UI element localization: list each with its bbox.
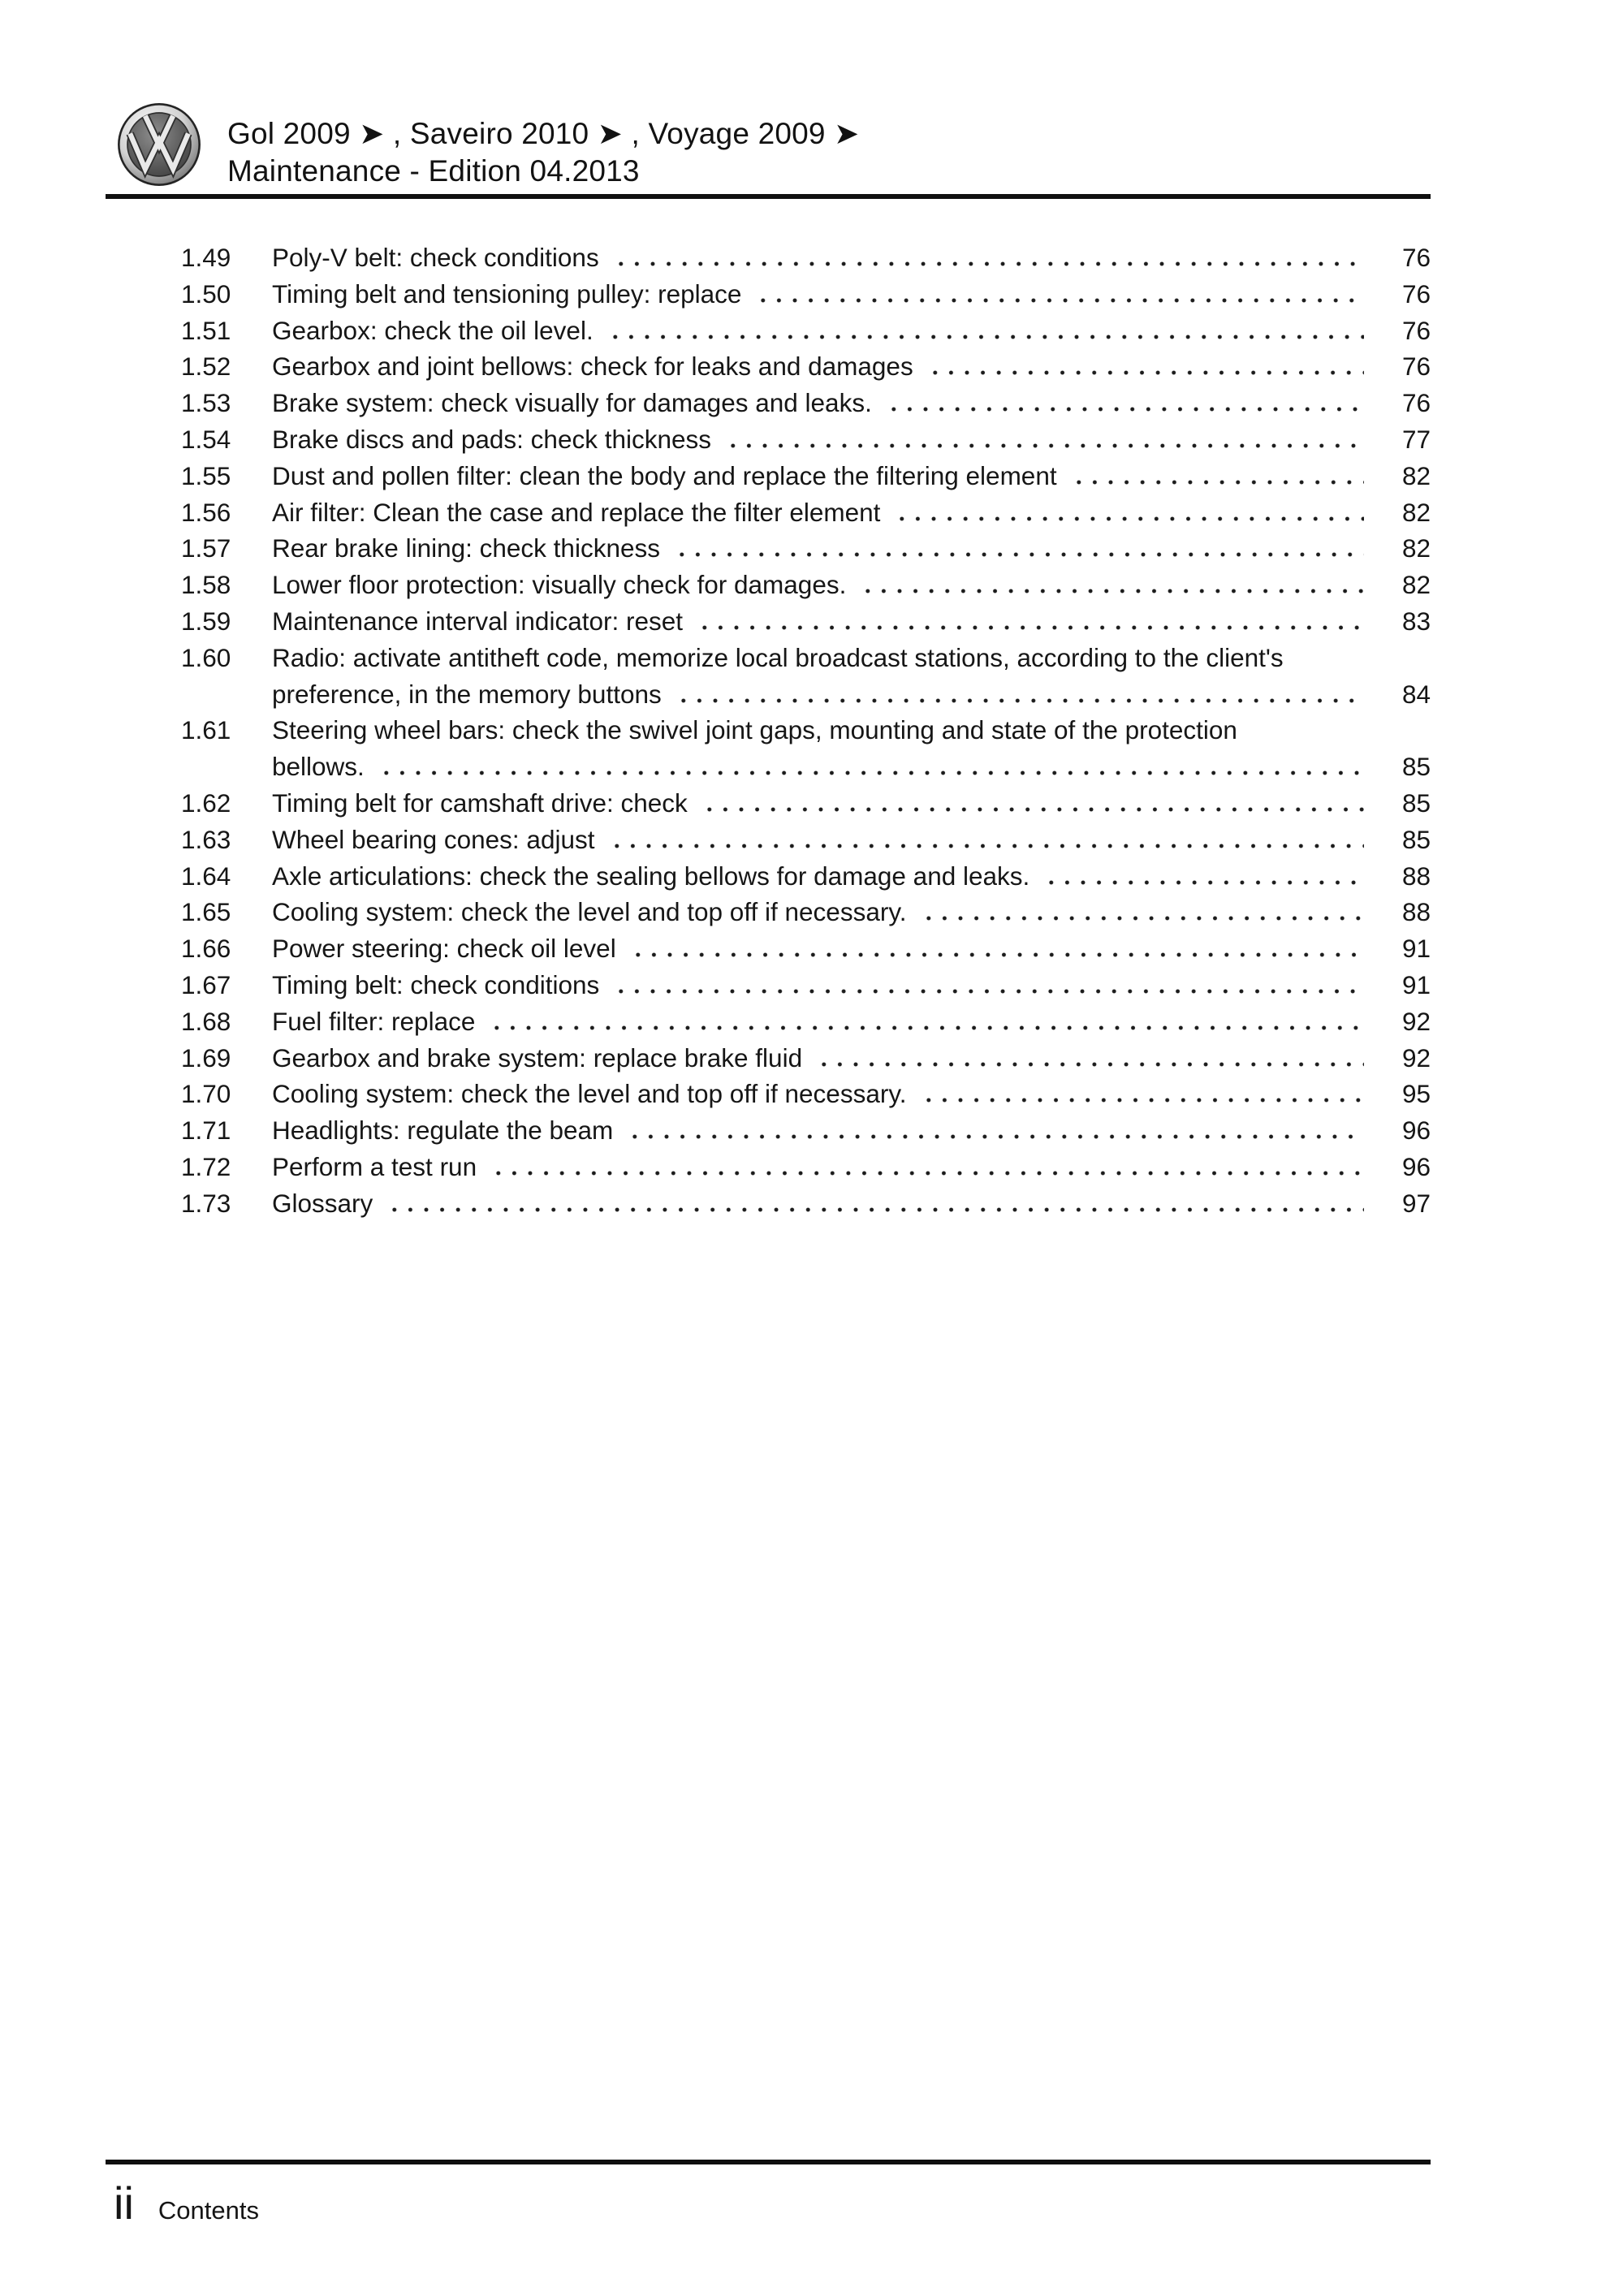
toc-entry-body [272,967,1431,1003]
toc-entry-number: 1.54 [181,424,231,454]
dotted-leader [386,1207,1364,1212]
toc-entry-number: 1.58 [181,570,231,600]
toc-entry-body [272,1040,1431,1077]
toc-entry-title: Brake system: check visually for damages and leaks. [272,388,872,418]
toc-entry-page: 92 [1401,1042,1431,1072]
footer-section-label: Contents [158,2196,259,2225]
toc-entry-line [272,640,1431,676]
toc-entry-number: 1.68 [181,1006,231,1036]
dotted-leader [725,443,1364,448]
toc-entry-title: Gearbox and joint bellows: check for leaks and damages [272,352,913,382]
toc-entry-body [272,240,1431,276]
toc-entry-line [272,1040,1431,1077]
toc-entry-body [272,785,1431,822]
toc-entry-line [272,930,1431,967]
toc-entry-body [272,822,1431,858]
toc-entry-page: 76 [1401,315,1431,345]
toc-entry-line [272,276,1431,313]
toc-entry-body [272,348,1431,385]
toc-entry-line [272,603,1431,640]
toc-entry[interactable] [181,1112,1431,1149]
dotted-leader [630,952,1364,957]
toc-entry[interactable] [181,458,1431,494]
header-models-line: Gol 2009 ➤ , Saveiro 2010 ➤ , Voyage 2009 ➤ [227,117,860,150]
toc-entry-line [272,1149,1431,1185]
toc-entry-title: bellows. [272,752,365,782]
toc-entry-title: Radio: activate antitheft code, memorize local broadcast stations, according to the client's [272,642,1284,672]
toc-entry-line [272,385,1431,421]
toc-entry-page: 85 [1401,752,1431,782]
toc-entry-number: 1.55 [181,460,231,490]
toc-entry[interactable] [181,530,1431,567]
toc-entry-page: 88 [1401,861,1431,891]
toc-entry-page: 91 [1401,934,1431,964]
toc-entry-page: 76 [1401,278,1431,309]
toc-entry-title: Cooling system: check the level and top off if necessary. [272,897,907,927]
toc-entry-line [272,894,1431,930]
toc-entry[interactable] [181,967,1431,1003]
toc-entry-number: 1.69 [181,1042,231,1072]
toc-entry-page: 88 [1401,897,1431,927]
dotted-leader [627,1134,1364,1139]
toc-entry-title: Cooling system: check the level and top off if necessary. [272,1079,907,1109]
toc-entry-body [272,1185,1431,1222]
header-edition-line: Maintenance - Edition 04.2013 [227,154,640,188]
toc-entry-page: 85 [1401,824,1431,854]
toc-entry[interactable] [181,385,1431,421]
dotted-leader [490,1171,1364,1176]
toc-entry-line [272,822,1431,858]
toc-entry[interactable] [181,712,1431,785]
toc-entry-number: 1.72 [181,1151,231,1181]
header-rule [106,194,1431,199]
toc-entry-title: preference, in the memory buttons [272,679,662,709]
toc-entry-body [272,494,1431,531]
toc-entry-number: 1.63 [181,824,231,854]
toc-entry-number: 1.56 [181,497,231,527]
toc-entry-number: 1.65 [181,897,231,927]
dotted-leader [816,1062,1364,1067]
toc-entry[interactable] [181,603,1431,640]
toc-entry-body [272,313,1431,349]
toc-entry[interactable] [181,785,1431,822]
toc-entry-body [272,458,1431,494]
dotted-leader [489,1025,1364,1030]
toc-entry-line [272,240,1431,276]
toc-entry[interactable] [181,1185,1431,1222]
toc-entry-body [272,530,1431,567]
toc-entry-body [272,276,1431,313]
toc-entry-title: Maintenance interval indicator: reset [272,606,684,636]
toc-entry-title: Axle articulations: check the sealing bellows for damage and leaks. [272,861,1030,891]
toc-entry-title: Timing belt: check conditions [272,969,600,999]
dotted-leader [886,407,1364,412]
toc-entry-number: 1.53 [181,388,231,418]
dotted-leader [676,698,1364,703]
toc-entry-number: 1.61 [181,715,231,745]
toc-entry-title: Fuel filter: replace [272,1006,476,1036]
toc-entry-page: 82 [1401,533,1431,563]
toc-entry-title: Gearbox and brake system: replace brake fluid [272,1042,803,1072]
toc-entry-body [272,603,1431,640]
toc-entry-line [272,530,1431,567]
toc-entry-number: 1.70 [181,1079,231,1109]
toc-entry-number: 1.66 [181,934,231,964]
toc-entry-line [272,712,1431,749]
toc-entry-line [272,458,1431,494]
dotted-leader [1043,880,1364,885]
dotted-leader [860,589,1364,593]
dotted-leader [613,261,1364,266]
toc-entry-title: Rear brake lining: check thickness [272,533,660,563]
toc-entry-line [272,313,1431,349]
toc-entry[interactable] [181,313,1431,349]
dotted-leader [609,844,1365,848]
toc-entry[interactable] [181,930,1431,967]
dotted-leader [701,807,1364,812]
toc-entry-body [272,421,1431,458]
toc-entry-body [272,712,1431,785]
volkswagen-logo-icon [117,102,201,187]
toc-list [181,240,1431,1222]
toc-entry-page: 95 [1401,1079,1431,1109]
toc-entry-title: Timing belt for camshaft drive: check [272,788,688,818]
toc-entry-body [272,1149,1431,1185]
toc-entry-number: 1.52 [181,352,231,382]
toc-entry-body [272,385,1431,421]
toc-entry-page: 76 [1401,352,1431,382]
toc-entry-page: 82 [1401,570,1431,600]
page-header [117,102,1431,190]
toc-entry-title: Gearbox: check the oil level. [272,315,594,345]
toc-entry[interactable] [181,567,1431,603]
toc-entry-number: 1.64 [181,861,231,891]
toc-entry-title: Headlights: regulate the beam [272,1116,614,1146]
toc-entry[interactable] [181,858,1431,895]
toc-entry-number: 1.67 [181,969,231,999]
toc-entry-title: Lower floor protection: visually check for damages. [272,570,847,600]
dotted-leader [755,298,1364,303]
toc-entry-page: 92 [1401,1006,1431,1036]
toc-entry-title: Poly-V belt: check conditions [272,243,599,272]
dotted-leader [921,1098,1365,1103]
page-footer [106,2160,1431,2229]
toc-entry-line [272,676,1431,713]
dotted-leader [613,989,1364,994]
toc-entry-title: Wheel bearing cones: adjust [272,824,595,854]
dotted-leader [894,516,1364,521]
toc-entry-body [272,1076,1431,1112]
dotted-leader [921,916,1365,921]
toc-entry-page: 82 [1401,460,1431,490]
toc-entry-line [272,1185,1431,1222]
toc-entry-page: 77 [1401,424,1431,454]
header-text-block [227,102,859,190]
toc-entry-page: 96 [1401,1116,1431,1146]
footer-page-number: ii [114,2177,134,2229]
toc-entry-title: Perform a test run [272,1151,477,1181]
toc-entry-line [272,785,1431,822]
toc-entry-line [272,1076,1431,1112]
toc-entry-body [272,567,1431,603]
toc-entry-page: 76 [1401,388,1431,418]
toc-entry-page: 85 [1401,788,1431,818]
toc-entry[interactable] [181,894,1431,930]
toc-entry-page: 76 [1401,243,1431,272]
toc-entry-page: 96 [1401,1151,1431,1181]
toc-entry-title: Timing belt and tensioning pulley: replace [272,278,742,309]
toc-entry-title: Glossary [272,1188,373,1218]
toc-entry-line [272,567,1431,603]
dotted-leader [927,370,1364,375]
toc-entry[interactable] [181,494,1431,531]
footer-row [114,2177,1431,2229]
toc-entry-title: Brake discs and pads: check thickness [272,424,712,454]
toc-entry-body [272,894,1431,930]
toc-entry-title: Steering wheel bars: check the swivel joint gaps, mounting and state of the protection [272,715,1237,745]
toc-entry-line [272,494,1431,531]
toc-entry-line [272,749,1431,785]
toc-entry[interactable] [181,1076,1431,1112]
toc-entry-line [272,1003,1431,1040]
dotted-leader [378,770,1364,775]
toc-entry-page: 97 [1401,1188,1431,1218]
toc-entry[interactable] [181,640,1431,713]
toc-entry[interactable] [181,421,1431,458]
toc-entry[interactable] [181,1149,1431,1185]
toc-entry-line [272,1112,1431,1149]
toc-entry[interactable] [181,1040,1431,1077]
dotted-leader [674,552,1364,557]
dotted-leader [1071,480,1364,485]
toc-entry-page: 82 [1401,497,1431,527]
toc-entry[interactable] [181,822,1431,858]
footer-rule [106,2160,1431,2164]
dotted-leader [607,334,1364,339]
toc-entry-number: 1.51 [181,315,231,345]
toc-entry-body [272,1003,1431,1040]
toc-entry[interactable] [181,240,1431,276]
toc-entry-number: 1.60 [181,642,231,672]
toc-entry-body [272,640,1431,713]
toc-entry-title: Dust and pollen filter: clean the body and replace the filtering element [272,460,1057,490]
toc-entry-body [272,1112,1431,1149]
toc-entry-body [272,930,1431,967]
toc-entry-page: 83 [1401,606,1431,636]
toc-entry-number: 1.50 [181,278,231,309]
dotted-leader [697,625,1364,630]
toc-entry-number: 1.57 [181,533,231,563]
toc-entry-title: Air filter: Clean the case and replace the filter element [272,497,881,527]
toc-entry[interactable] [181,276,1431,313]
toc-entry-number: 1.73 [181,1188,231,1218]
toc-entry-number: 1.59 [181,606,231,636]
toc-entry-line [272,348,1431,385]
toc-entry-page: 84 [1401,679,1431,709]
toc-entry-body [272,858,1431,895]
toc-entry-number: 1.49 [181,243,231,272]
toc-entry[interactable] [181,348,1431,385]
toc-entry-line [272,421,1431,458]
toc-entry-line [272,858,1431,895]
toc-entry-title: Power steering: check oil level [272,934,616,964]
toc-entry-number: 1.71 [181,1116,231,1146]
toc-entry-line [272,967,1431,1003]
toc-entry[interactable] [181,1003,1431,1040]
toc-entry-page: 91 [1401,969,1431,999]
toc-entry-number: 1.62 [181,788,231,818]
